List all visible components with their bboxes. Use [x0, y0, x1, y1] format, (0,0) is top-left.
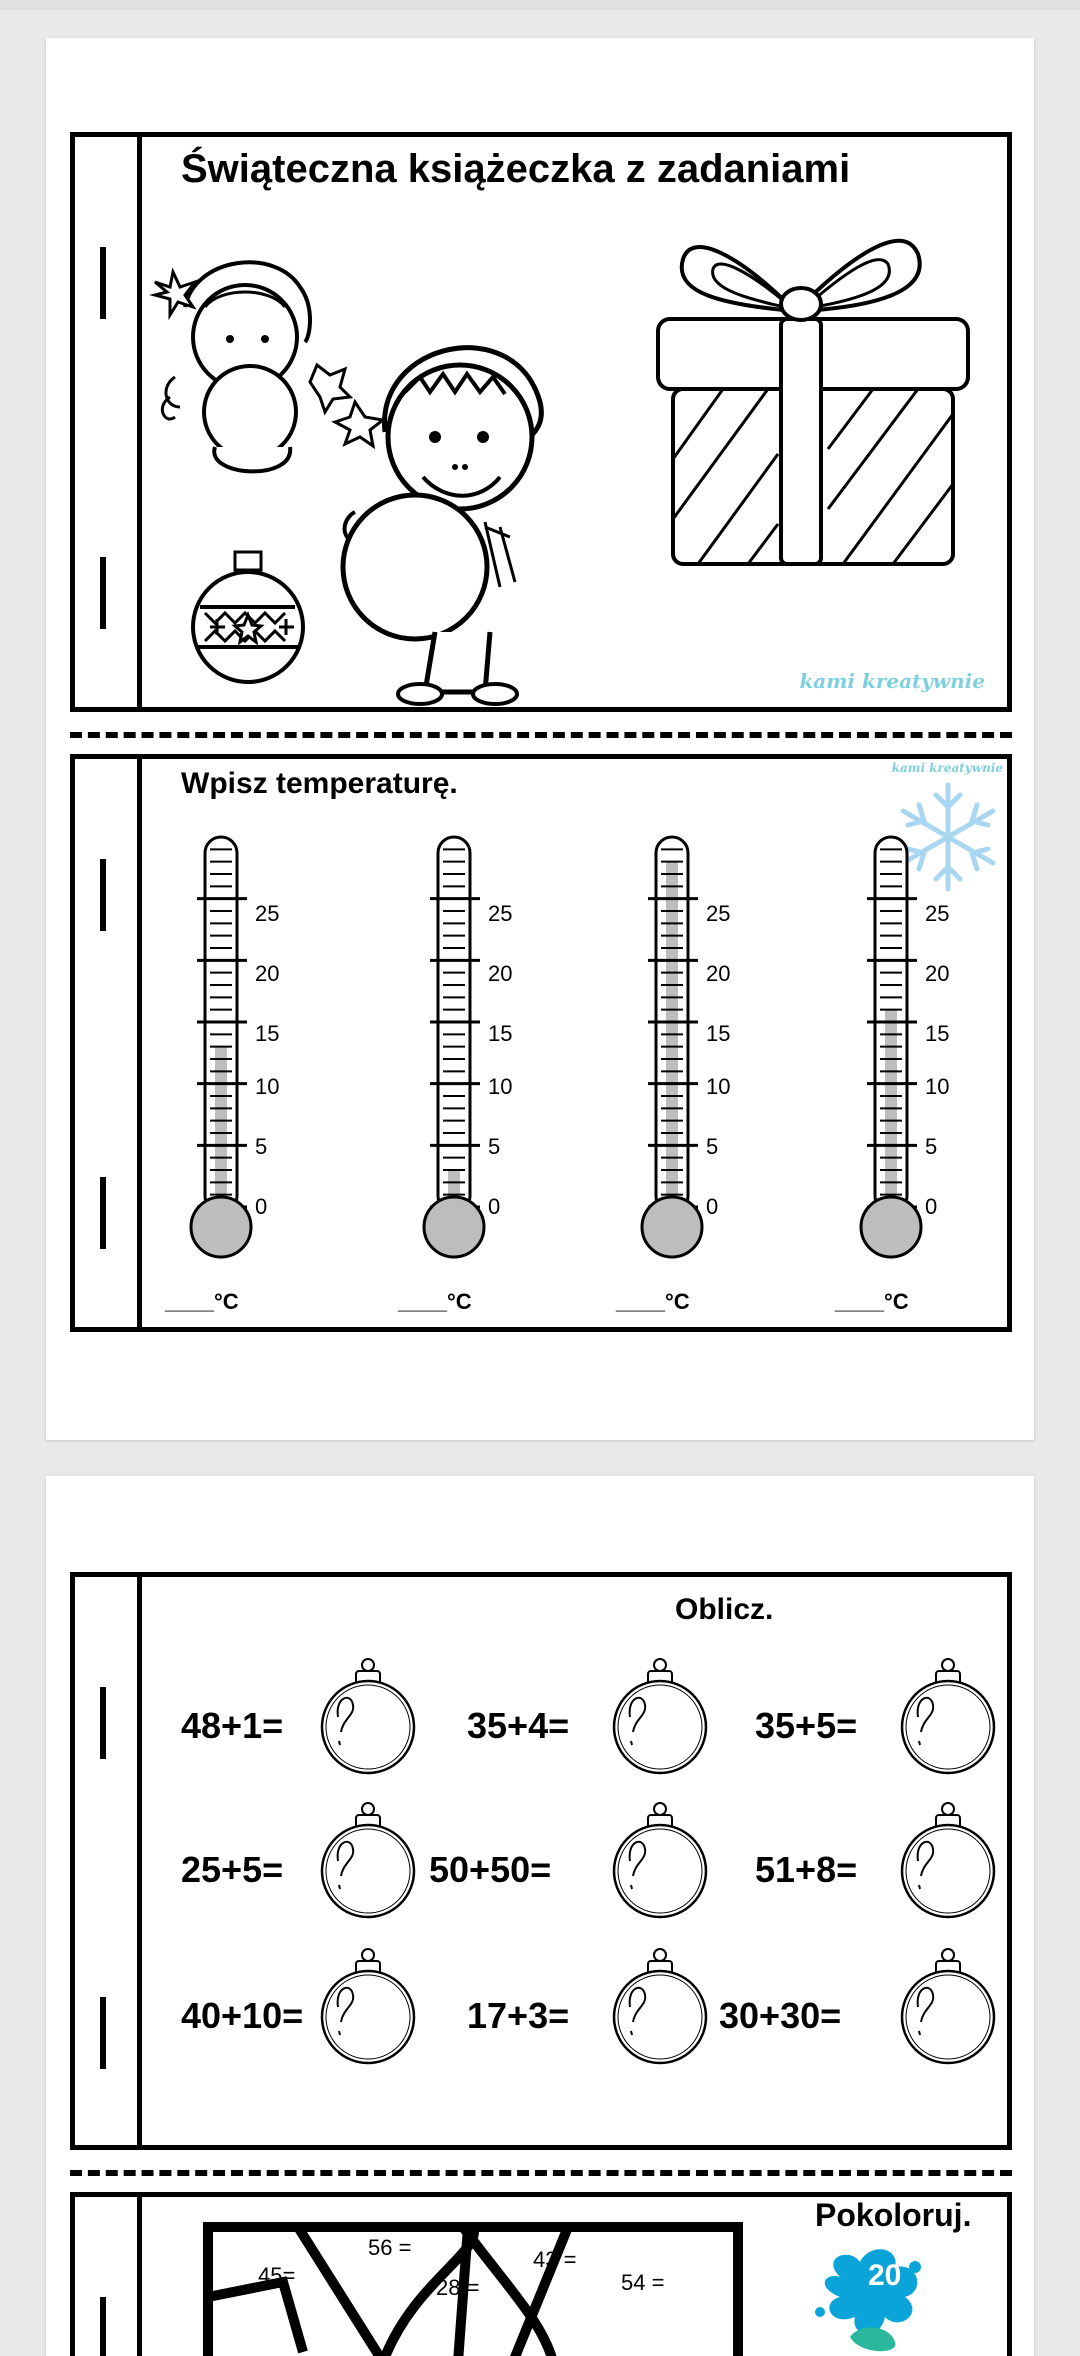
scale-label: 0: [255, 1194, 268, 1219]
punch-mark: [100, 1177, 106, 1249]
cut-line: [70, 732, 1012, 738]
equation: 48+1=: [181, 1705, 284, 1746]
answer-blank[interactable]: ____°C: [616, 1289, 690, 1314]
scale-label: 15: [925, 1021, 950, 1046]
scale-label: 25: [706, 901, 731, 926]
ornament-answer-icon[interactable]: [313, 1657, 423, 1775]
punch-mark: [100, 2297, 106, 2356]
thermometer: [403, 829, 523, 1269]
scale-label: 15: [255, 1021, 280, 1046]
punch-mark: [100, 1687, 106, 1759]
ornament-answer-icon[interactable]: [893, 1947, 1003, 2065]
boy-illustration: [315, 322, 585, 712]
mosaic-label: 28 =: [436, 2275, 480, 2300]
scale-label: 5: [255, 1134, 268, 1159]
punch-mark: [100, 557, 106, 629]
scale-label: 20: [255, 961, 280, 986]
ornament-answer-icon[interactable]: [313, 1947, 423, 2065]
scale-label: 25: [488, 901, 513, 926]
punch-mark: [100, 859, 106, 931]
mosaic-label: 56 =: [368, 2235, 412, 2260]
top-edge: [0, 0, 1080, 10]
equation: 35+5=: [755, 1705, 858, 1746]
page-2: [46, 1476, 1034, 2356]
card-spine: [137, 2197, 142, 2356]
scale-label: 5: [488, 1134, 501, 1159]
scale-label: 10: [925, 1074, 950, 1099]
card-spine: [137, 1577, 142, 2145]
task-title: Pokoloruj.: [815, 2197, 972, 2233]
equation: 40+10=: [181, 1995, 304, 2036]
equation: 50+50=: [429, 1849, 552, 1890]
ornament-answer-icon[interactable]: [605, 1947, 715, 2065]
mosaic-label: 45=: [258, 2263, 296, 2288]
scale-label: 0: [488, 1194, 501, 1219]
scale-label: 20: [925, 961, 950, 986]
scale-label: 20: [706, 961, 731, 986]
scale-label: 10: [706, 1074, 731, 1099]
equation: 25+5=: [181, 1849, 284, 1890]
task-title: Oblicz.: [675, 1593, 774, 1626]
calculation-card: [70, 1572, 1012, 2150]
scale-label: 5: [706, 1134, 719, 1159]
ornament-answer-icon[interactable]: [313, 1801, 423, 1919]
equation: 17+3=: [467, 1995, 570, 2036]
equation: 51+8=: [755, 1849, 858, 1890]
scale-label: 5: [925, 1134, 938, 1159]
scale-label: 10: [255, 1074, 280, 1099]
watermark: kami kreatywnie: [799, 669, 985, 693]
card-spine: [137, 759, 142, 1327]
answer-blank[interactable]: ____°C: [165, 1289, 239, 1314]
scale-label: 0: [706, 1194, 719, 1219]
ornament-answer-icon[interactable]: [605, 1801, 715, 1919]
ornament-illustration: [185, 547, 315, 687]
scale-label: 10: [488, 1074, 513, 1099]
scale-label: 25: [925, 901, 950, 926]
scale-label: 20: [488, 961, 513, 986]
equation: 35+4=: [467, 1705, 570, 1746]
temperature-card: [70, 754, 1012, 1332]
watermark: kami kreatywnie: [891, 761, 1003, 775]
thermometer: [621, 829, 741, 1269]
ornament-answer-icon[interactable]: [893, 1801, 1003, 1919]
ornament-answer-icon[interactable]: [605, 1657, 715, 1775]
scale-label: 15: [488, 1021, 513, 1046]
color-number: 20: [868, 2259, 902, 2292]
mosaic-label: 43 =: [533, 2247, 577, 2272]
punch-mark: [100, 1997, 106, 2069]
answer-blank[interactable]: ____°C: [398, 1289, 472, 1314]
scale-label: 25: [255, 901, 280, 926]
thermometer: [840, 829, 960, 1269]
answer-blank[interactable]: ____°C: [835, 1289, 909, 1314]
ornament-answer-icon[interactable]: [893, 1657, 1003, 1775]
scale-label: 15: [706, 1021, 731, 1046]
thermometer: [170, 829, 290, 1269]
card-spine: [137, 137, 142, 707]
cut-line: [70, 2170, 1012, 2176]
coloring-card: [70, 2192, 1012, 2356]
gift-box-illustration: [653, 199, 973, 579]
cover-card: [70, 132, 1012, 712]
equation: 30+30=: [719, 1995, 842, 2036]
mosaic-label: 54 =: [621, 2270, 665, 2295]
page-1: [46, 38, 1034, 1440]
punch-mark: [100, 247, 106, 319]
scale-label: 0: [925, 1194, 938, 1219]
cover-title: Świąteczna książeczka z zadaniami: [181, 147, 851, 191]
paint-splash-icon: [800, 2237, 940, 2356]
task-title: Wpisz temperaturę.: [181, 767, 458, 800]
